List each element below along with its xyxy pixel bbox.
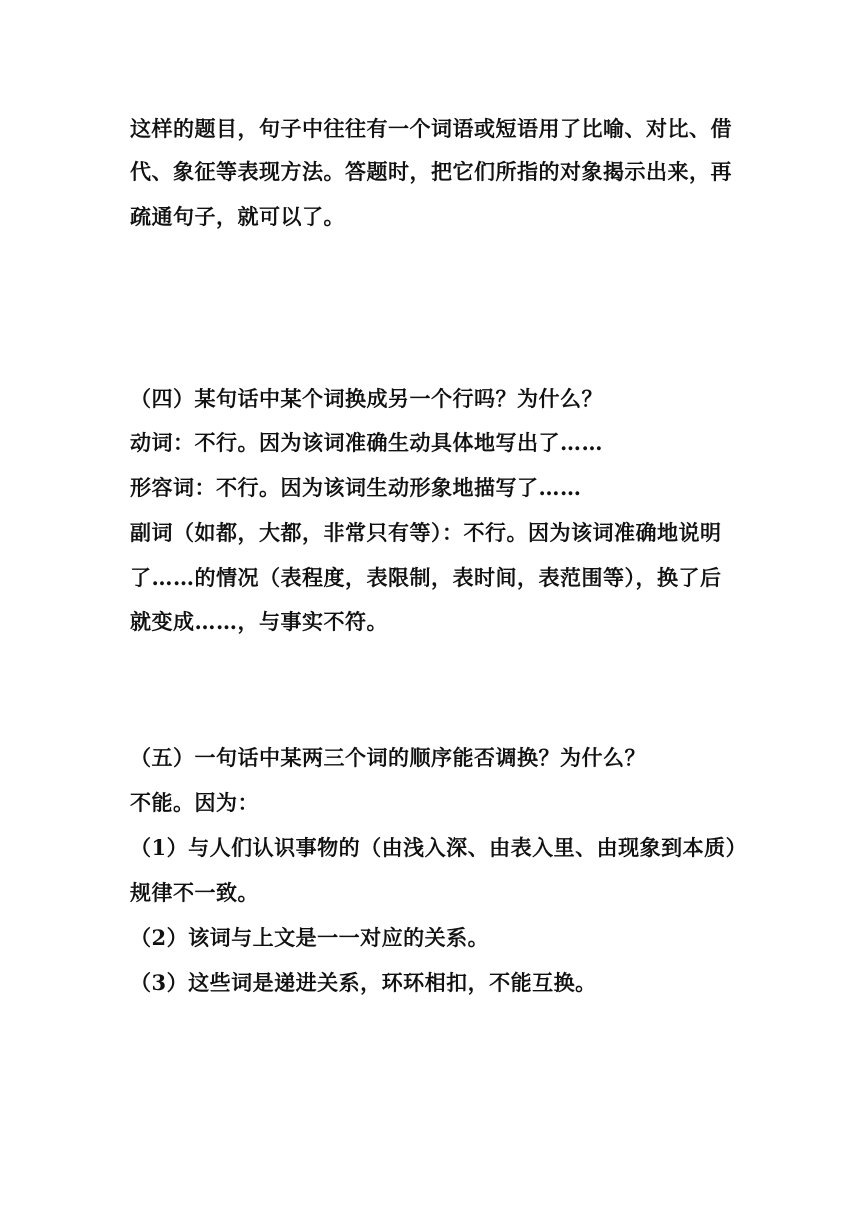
section5-point2: （2）该词与上文是一一对应的关系。	[130, 925, 490, 950]
section4-verb: 动词：不行。因为该词准确生动具体地写出了……	[130, 430, 603, 455]
section5-point1-line-2: 规律不一致。	[130, 880, 259, 905]
intro-line-1: 这样的题目，句子中往往有一个词语或短语用了比喻、对比、借	[130, 116, 732, 141]
section5-point3: （3）这些词是递进关系，环环相扣，不能互换。	[130, 970, 597, 995]
section4-adjective: 形容词：不行。因为该词生动形象地描写了……	[130, 475, 582, 500]
section5-point1-line-1: （1）与人们认识事物的（由浅入深、由表入里、由现象到本质）	[130, 835, 748, 860]
section4-heading: （四）某句话中某个词换成另一个行吗？为什么？	[130, 386, 603, 411]
intro-line-3: 疏通句子，就可以了。	[130, 204, 345, 229]
section5-heading: （五）一句话中某两三个词的顺序能否调换？为什么？	[130, 745, 646, 770]
section4-adverb-line-2: 了……的情况（表程度，表限制，表时间，表范围等），换了后	[130, 565, 722, 590]
section5-answer: 不能。因为：	[130, 790, 259, 815]
section4-adverb-line-1: 副词（如都，大都，非常只有等）：不行。因为该词准确地说明	[130, 520, 722, 545]
intro-line-2: 代、象征等表现方法。答题时，把它们所指的对象揭示出来，再	[130, 159, 732, 184]
section4-adverb-line-3: 就变成……，与事实不符。	[130, 609, 388, 634]
